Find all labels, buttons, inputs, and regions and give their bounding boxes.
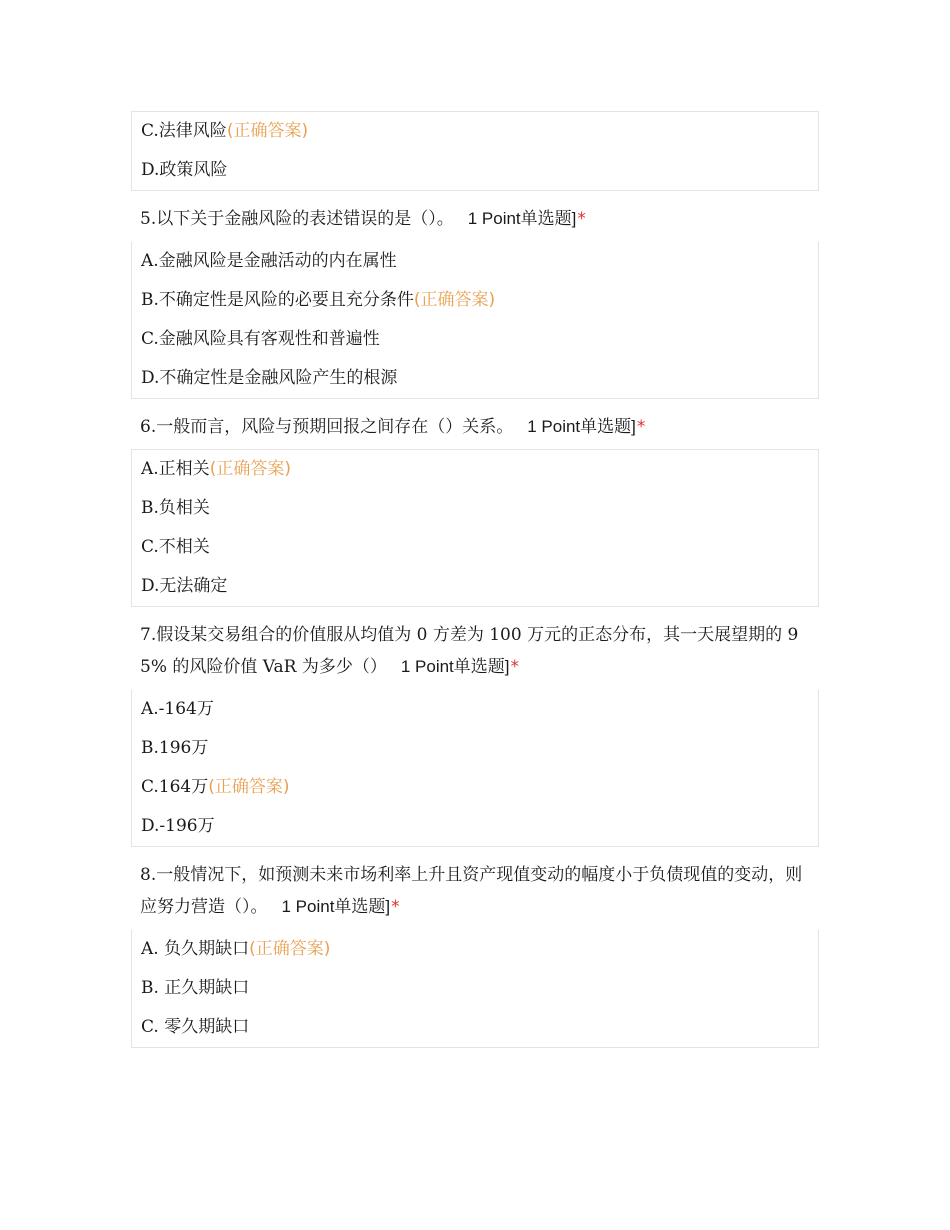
q5-options (131, 241, 819, 399)
q5-option-c[interactable]: C.金融风险具有客观性和普遍性 (141, 329, 380, 349)
q5-stem: 5.以下关于金融风险的表述错误的是（）。 1 Point单选题]* (140, 209, 586, 229)
q6-option-c[interactable]: C.不相关 (141, 537, 210, 557)
q8-option-c[interactable]: C. 零久期缺口 (141, 1017, 250, 1037)
q8-option-a[interactable]: A. 负久期缺口(正确答案) (141, 939, 331, 959)
q4-option-d[interactable]: D.政策风险 (141, 160, 228, 180)
required-star-icon: * (510, 657, 519, 677)
required-star-icon: * (577, 209, 586, 229)
correct-answer-tag: (正确答案) (226, 121, 309, 141)
q6-option-d[interactable]: D.无法确定 (141, 576, 228, 596)
q8-options (131, 929, 819, 1048)
q8-option-b[interactable]: B. 正久期缺口 (141, 978, 250, 998)
q5-option-d[interactable]: D.不确定性是金融风险产生的根源 (141, 368, 398, 388)
q4-option-c[interactable]: C.法律风险(正确答案) (141, 121, 309, 141)
q7-option-c[interactable]: C.164万(正确答案) (141, 777, 290, 797)
q5-option-b[interactable]: B.不确定性是风险的必要且充分条件(正确答案) (141, 290, 496, 310)
q6-option-a[interactable]: A.正相关(正确答案) (141, 459, 291, 479)
correct-answer-tag: (正确答案) (208, 777, 290, 797)
q7-option-a[interactable]: A.-164万 (141, 699, 214, 719)
required-star-icon: * (391, 897, 400, 917)
correct-answer-tag: (正确答案) (209, 459, 291, 479)
required-star-icon: * (636, 417, 646, 437)
q7-option-d[interactable]: D.-196万 (141, 816, 215, 836)
correct-answer-tag: (正确答案) (249, 939, 331, 959)
q6-option-b[interactable]: B.负相关 (141, 498, 210, 518)
q6-stem: 6.一般而言，风险与预期回报之间存在（）关系。 1 Point单选题]* (140, 417, 646, 437)
q7-option-b[interactable]: B.196万 (141, 738, 209, 758)
quiz-page (131, 111, 819, 1048)
q5-option-a[interactable]: A.金融风险是金融活动的内在属性 (141, 251, 397, 271)
q6-options (131, 449, 819, 607)
q7-options (131, 689, 819, 847)
q4-options (131, 111, 819, 191)
correct-answer-tag: (正确答案) (413, 290, 496, 310)
q7-stem: 7.假设某交易组合的价值服从均值为 0 方差为 100 万元的正态分布，其一天展望期的 95% 的风险价值 VaR 为多少（） 1 Point单选题]* (140, 625, 799, 677)
q8-stem: 8.一般情况下，如预测未来市场利率上升且资产现值变动的幅度小于负债现值的变动，则应努力营造（）。 1 Point单选题]* (140, 865, 803, 917)
